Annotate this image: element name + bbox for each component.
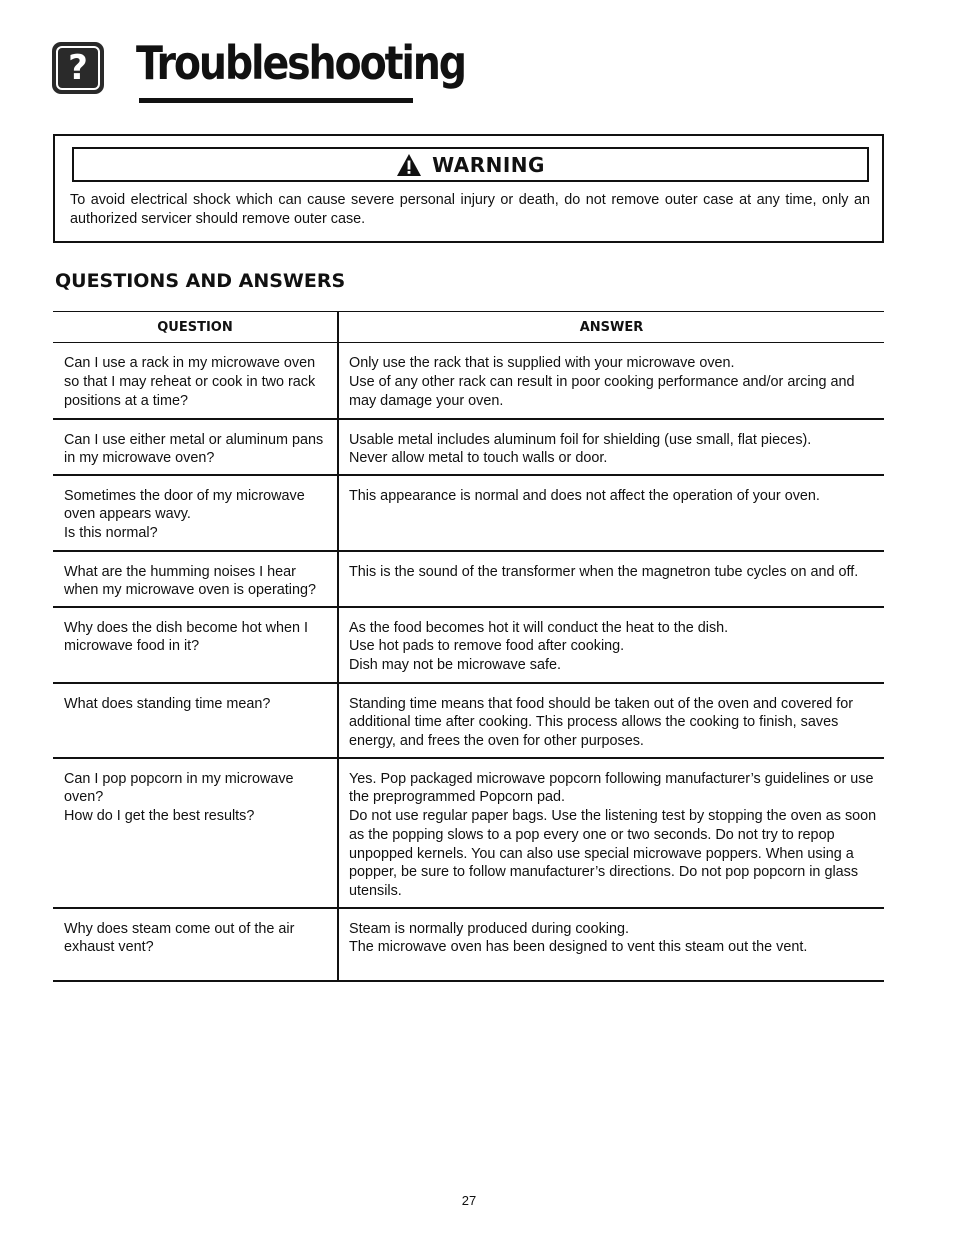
- warning-box: [53, 134, 884, 243]
- answer-text: This appearance is normal and does not affect the operation of your oven.: [349, 487, 820, 504]
- table-row: [53, 551, 884, 607]
- answer-text: Usable metal includes aluminum foil for shielding (use small, flat pieces).: [349, 431, 812, 448]
- question-text: Can I use either metal or aluminum pans in my microwave oven?: [64, 431, 324, 467]
- section-heading: QUESTIONS AND ANSWERS: [55, 270, 346, 292]
- question-text: Why does the dish become hot when I microwave food in it?: [64, 619, 308, 655]
- question-text: Can I pop popcorn in my microwave oven?: [64, 770, 294, 806]
- answer-cell: [338, 607, 884, 683]
- answer-text: Steam is normally produced during cooking.: [349, 920, 629, 937]
- table-row: [53, 758, 884, 908]
- question-text: Why does steam come out of the air exhaust vent?: [64, 920, 295, 956]
- answer-text: Standing time means that food should be taken out of the oven and covered for additional time after cooking. This process allows the cooking to finish, saves energy, and frees the oven for other purposes.: [349, 695, 854, 750]
- question-text: Is this normal?: [64, 525, 158, 542]
- question-cell: [53, 343, 338, 419]
- table-header-row: [53, 312, 884, 343]
- question-cell: [53, 419, 338, 475]
- answer-cell: [338, 683, 884, 758]
- question-cell: [53, 551, 338, 607]
- page-number: 27: [461, 1193, 477, 1208]
- question-cell: [53, 475, 338, 551]
- question-cell: [53, 758, 338, 908]
- warning-title: WARNING: [432, 152, 545, 177]
- answer-text: Use of any other rack can result in poor cooking performance and/or arcing and may damage your oven.: [349, 373, 855, 409]
- answer-text: Only use the rack that is supplied with your microwave oven.: [349, 355, 735, 371]
- page-title: Troubleshooting: [136, 36, 465, 90]
- qa-table: [53, 311, 884, 982]
- table-row: [53, 607, 884, 683]
- column-header-answer: ANSWER: [338, 312, 884, 343]
- table-row: [53, 683, 884, 758]
- answer-text: Use hot pads to remove food after cooking.: [349, 638, 625, 655]
- question-text: What does standing time mean?: [64, 695, 271, 712]
- title-underline: [139, 98, 413, 103]
- answer-cell: [338, 551, 884, 607]
- column-header-question: QUESTION: [53, 312, 338, 343]
- question-text: Sometimes the door of my microwave oven appears wavy.: [64, 487, 305, 523]
- warning-text: To avoid electrical shock which can cause severe personal injury or death, do not remove outer case at any time, only an authorized servicer should remove outer case.: [70, 192, 870, 227]
- table-row: [53, 419, 884, 475]
- answer-text: Never allow metal to touch walls or door.: [349, 450, 608, 467]
- question-mark-icon: [52, 42, 104, 94]
- answer-text: Do not use regular paper bags. Use the listening test by stopping the oven as soon as the popping slows to a pop every one or two seconds. Do not try to repop unpopped kernels. You can also use special microwave poppers. When using a popper, be sure to follow manufacturer’s directions. Do not pop popcorn in glass utensils.: [349, 808, 877, 900]
- question-cell: [53, 607, 338, 683]
- answer-cell: [338, 343, 884, 419]
- answer-text: The microwave oven has been designed to vent this steam out the vent.: [349, 939, 808, 956]
- answer-text: Yes. Pop packaged microwave popcorn following manufacturer’s guidelines or use the preprogrammed Popcorn pad.: [349, 770, 874, 806]
- qa-table-body: [53, 343, 884, 981]
- question-text: How do I get the best results?: [64, 808, 255, 825]
- question-cell: [53, 908, 338, 981]
- answer-text: As the food becomes hot it will conduct the heat to the dish.: [349, 619, 729, 636]
- question-mark-glyph: ?: [56, 46, 100, 90]
- answer-cell: [338, 419, 884, 475]
- question-text: Can I use a rack in my microwave oven so that I may reheat or cook in two rack positions at a time?: [64, 355, 316, 409]
- table-row: [53, 343, 884, 419]
- warning-title-bar: [72, 147, 869, 182]
- answer-text: Dish may not be microwave safe.: [349, 657, 561, 674]
- page-header: [52, 36, 465, 110]
- question-text: What are the humming noises I hear when my microwave oven is operating?: [64, 563, 316, 599]
- question-cell: [53, 683, 338, 758]
- answer-text: This is the sound of the transformer when the magnetron tube cycles on and off.: [349, 563, 859, 580]
- answer-cell: [338, 758, 884, 908]
- table-row: [53, 475, 884, 551]
- answer-cell: [338, 475, 884, 551]
- answer-cell: [338, 908, 884, 981]
- warning-triangle-icon: [396, 153, 422, 177]
- table-row: [53, 908, 884, 981]
